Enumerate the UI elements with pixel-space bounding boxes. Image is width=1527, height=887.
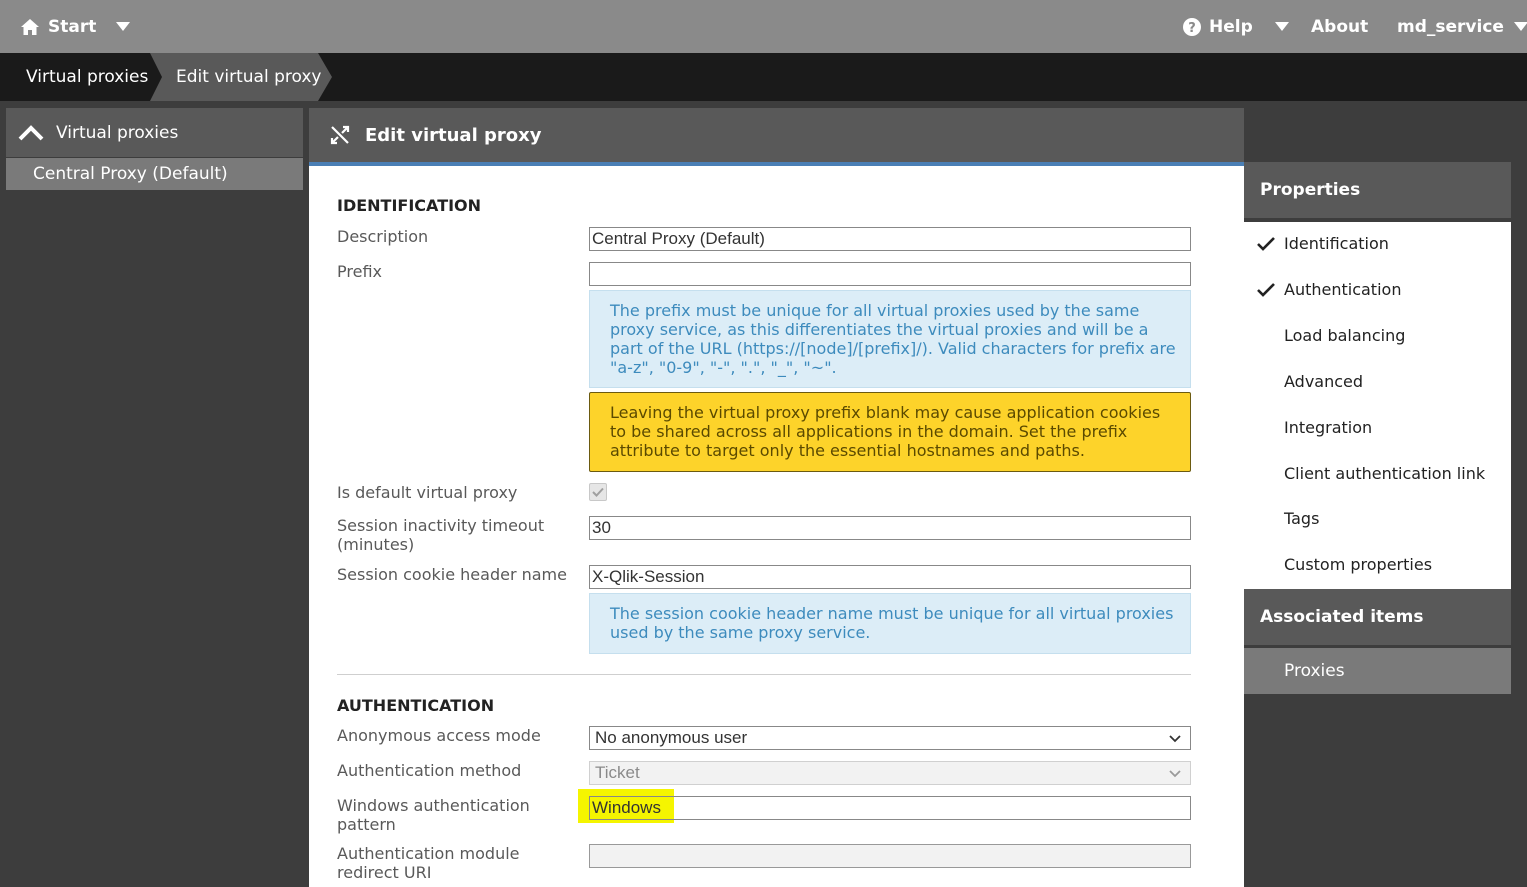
prefix-label: Prefix bbox=[337, 262, 382, 281]
home-icon bbox=[20, 18, 40, 36]
breadcrumb-edit-virtual-proxy[interactable] bbox=[176, 53, 322, 101]
list-item-central-proxy[interactable] bbox=[6, 158, 303, 190]
chevron-up-icon bbox=[18, 125, 44, 141]
redirect-uri-label: Authentication module redirect URI bbox=[337, 844, 520, 882]
cookie-header-input[interactable]: X-Qlik-Session bbox=[589, 565, 1191, 589]
properties-item-load-balancing[interactable]: Load balancing bbox=[1284, 326, 1406, 345]
description-label: Description bbox=[337, 227, 429, 246]
virtual-proxy-icon bbox=[329, 124, 351, 146]
breadcrumb-virtual-proxies[interactable] bbox=[26, 53, 148, 101]
check-icon bbox=[1256, 282, 1276, 298]
help-menu[interactable] bbox=[1182, 0, 1289, 53]
left-panel-title: Virtual proxies bbox=[56, 122, 179, 143]
properties-header bbox=[1244, 162, 1511, 218]
associated-item-proxies[interactable] bbox=[1244, 648, 1511, 694]
default-proxy-checkbox[interactable] bbox=[589, 483, 607, 501]
cookie-header-label: Session cookie header name bbox=[337, 565, 567, 584]
breadcrumb-label: Virtual proxies bbox=[26, 67, 149, 87]
section-title-identification: IDENTIFICATION bbox=[337, 196, 482, 215]
properties-title: Properties bbox=[1260, 180, 1361, 200]
auth-method-select[interactable] bbox=[589, 761, 1191, 785]
properties-list bbox=[1244, 222, 1511, 589]
user-label: md_service bbox=[1397, 16, 1504, 37]
windows-pattern-label: Windows authentication pattern bbox=[337, 796, 530, 834]
page-title: Edit virtual proxy bbox=[365, 124, 542, 146]
right-panel bbox=[1244, 101, 1527, 887]
chevron-down-icon bbox=[116, 22, 130, 31]
user-menu[interactable] bbox=[1397, 0, 1527, 53]
properties-item-advanced[interactable]: Advanced bbox=[1284, 372, 1364, 391]
properties-item-authentication[interactable]: Authentication bbox=[1284, 280, 1402, 299]
cookie-info-box: The session cookie header name must be unique for all virtual proxies used by the same proxy service. bbox=[589, 593, 1191, 654]
anonymous-mode-select[interactable] bbox=[589, 726, 1191, 750]
anonymous-mode-value: No anonymous user bbox=[595, 728, 748, 747]
check-icon bbox=[590, 484, 606, 500]
top-navbar bbox=[0, 0, 1527, 53]
help-label: Help bbox=[1209, 16, 1253, 37]
auth-method-label: Authentication method bbox=[337, 761, 522, 780]
breadcrumb bbox=[0, 53, 1527, 101]
prefix-input[interactable] bbox=[589, 262, 1191, 286]
prefix-warning-box: Leaving the virtual proxy prefix blank may cause application cookies to be shared across all applications in the domain. Set the prefix attribute to target only the essential hostnames and paths. bbox=[589, 392, 1191, 472]
chevron-down-icon bbox=[1168, 766, 1182, 780]
about-label: About bbox=[1311, 16, 1369, 37]
breadcrumb-label: Edit virtual proxy bbox=[176, 67, 322, 87]
anonymous-mode-label: Anonymous access mode bbox=[337, 726, 541, 745]
left-panel bbox=[0, 101, 309, 887]
list-item-label: Central Proxy (Default) bbox=[33, 164, 228, 184]
start-label: Start bbox=[48, 16, 97, 37]
properties-item-custom-properties[interactable]: Custom properties bbox=[1284, 555, 1433, 574]
properties-item-integration[interactable]: Integration bbox=[1284, 418, 1373, 437]
about-link[interactable] bbox=[1311, 0, 1368, 53]
section-divider bbox=[337, 674, 1191, 675]
default-proxy-label: Is default virtual proxy bbox=[337, 483, 518, 502]
auth-method-value: Ticket bbox=[595, 763, 640, 782]
timeout-label: Session inactivity timeout (minutes) bbox=[337, 516, 545, 554]
timeout-input[interactable]: 30 bbox=[589, 516, 1191, 540]
section-title-authentication: AUTHENTICATION bbox=[337, 696, 495, 715]
prefix-info-box: The prefix must be unique for all virtual proxies used by the same proxy service, as this differentiates the virtual proxies and will be a part of the URL (https://[node]/[prefix]/). Valid characters for prefix are "a-z", "0-9", "-", ".", "_", "~". bbox=[589, 290, 1191, 388]
start-menu[interactable] bbox=[20, 0, 130, 53]
properties-item-client-auth-link[interactable]: Client authentication link bbox=[1284, 464, 1486, 483]
associated-item-label: Proxies bbox=[1284, 661, 1345, 681]
svg-text:?: ? bbox=[1188, 20, 1196, 36]
windows-pattern-value: Windows bbox=[592, 798, 661, 817]
associated-items-title: Associated items bbox=[1260, 607, 1424, 627]
associated-items-header bbox=[1244, 589, 1511, 645]
edit-form bbox=[309, 166, 1244, 887]
help-icon bbox=[1182, 17, 1202, 37]
properties-item-tags[interactable]: Tags bbox=[1284, 509, 1320, 528]
chevron-down-icon bbox=[1514, 22, 1527, 31]
left-panel-header[interactable] bbox=[6, 108, 303, 157]
chevron-down-icon bbox=[1168, 731, 1182, 745]
properties-item-identification[interactable]: Identification bbox=[1284, 234, 1389, 253]
description-input[interactable]: Central Proxy (Default) bbox=[589, 227, 1191, 251]
page-header bbox=[309, 108, 1244, 162]
redirect-uri-input[interactable] bbox=[589, 844, 1191, 868]
chevron-down-icon bbox=[1275, 22, 1289, 31]
check-icon bbox=[1256, 236, 1276, 252]
windows-pattern-input[interactable] bbox=[589, 796, 1191, 820]
